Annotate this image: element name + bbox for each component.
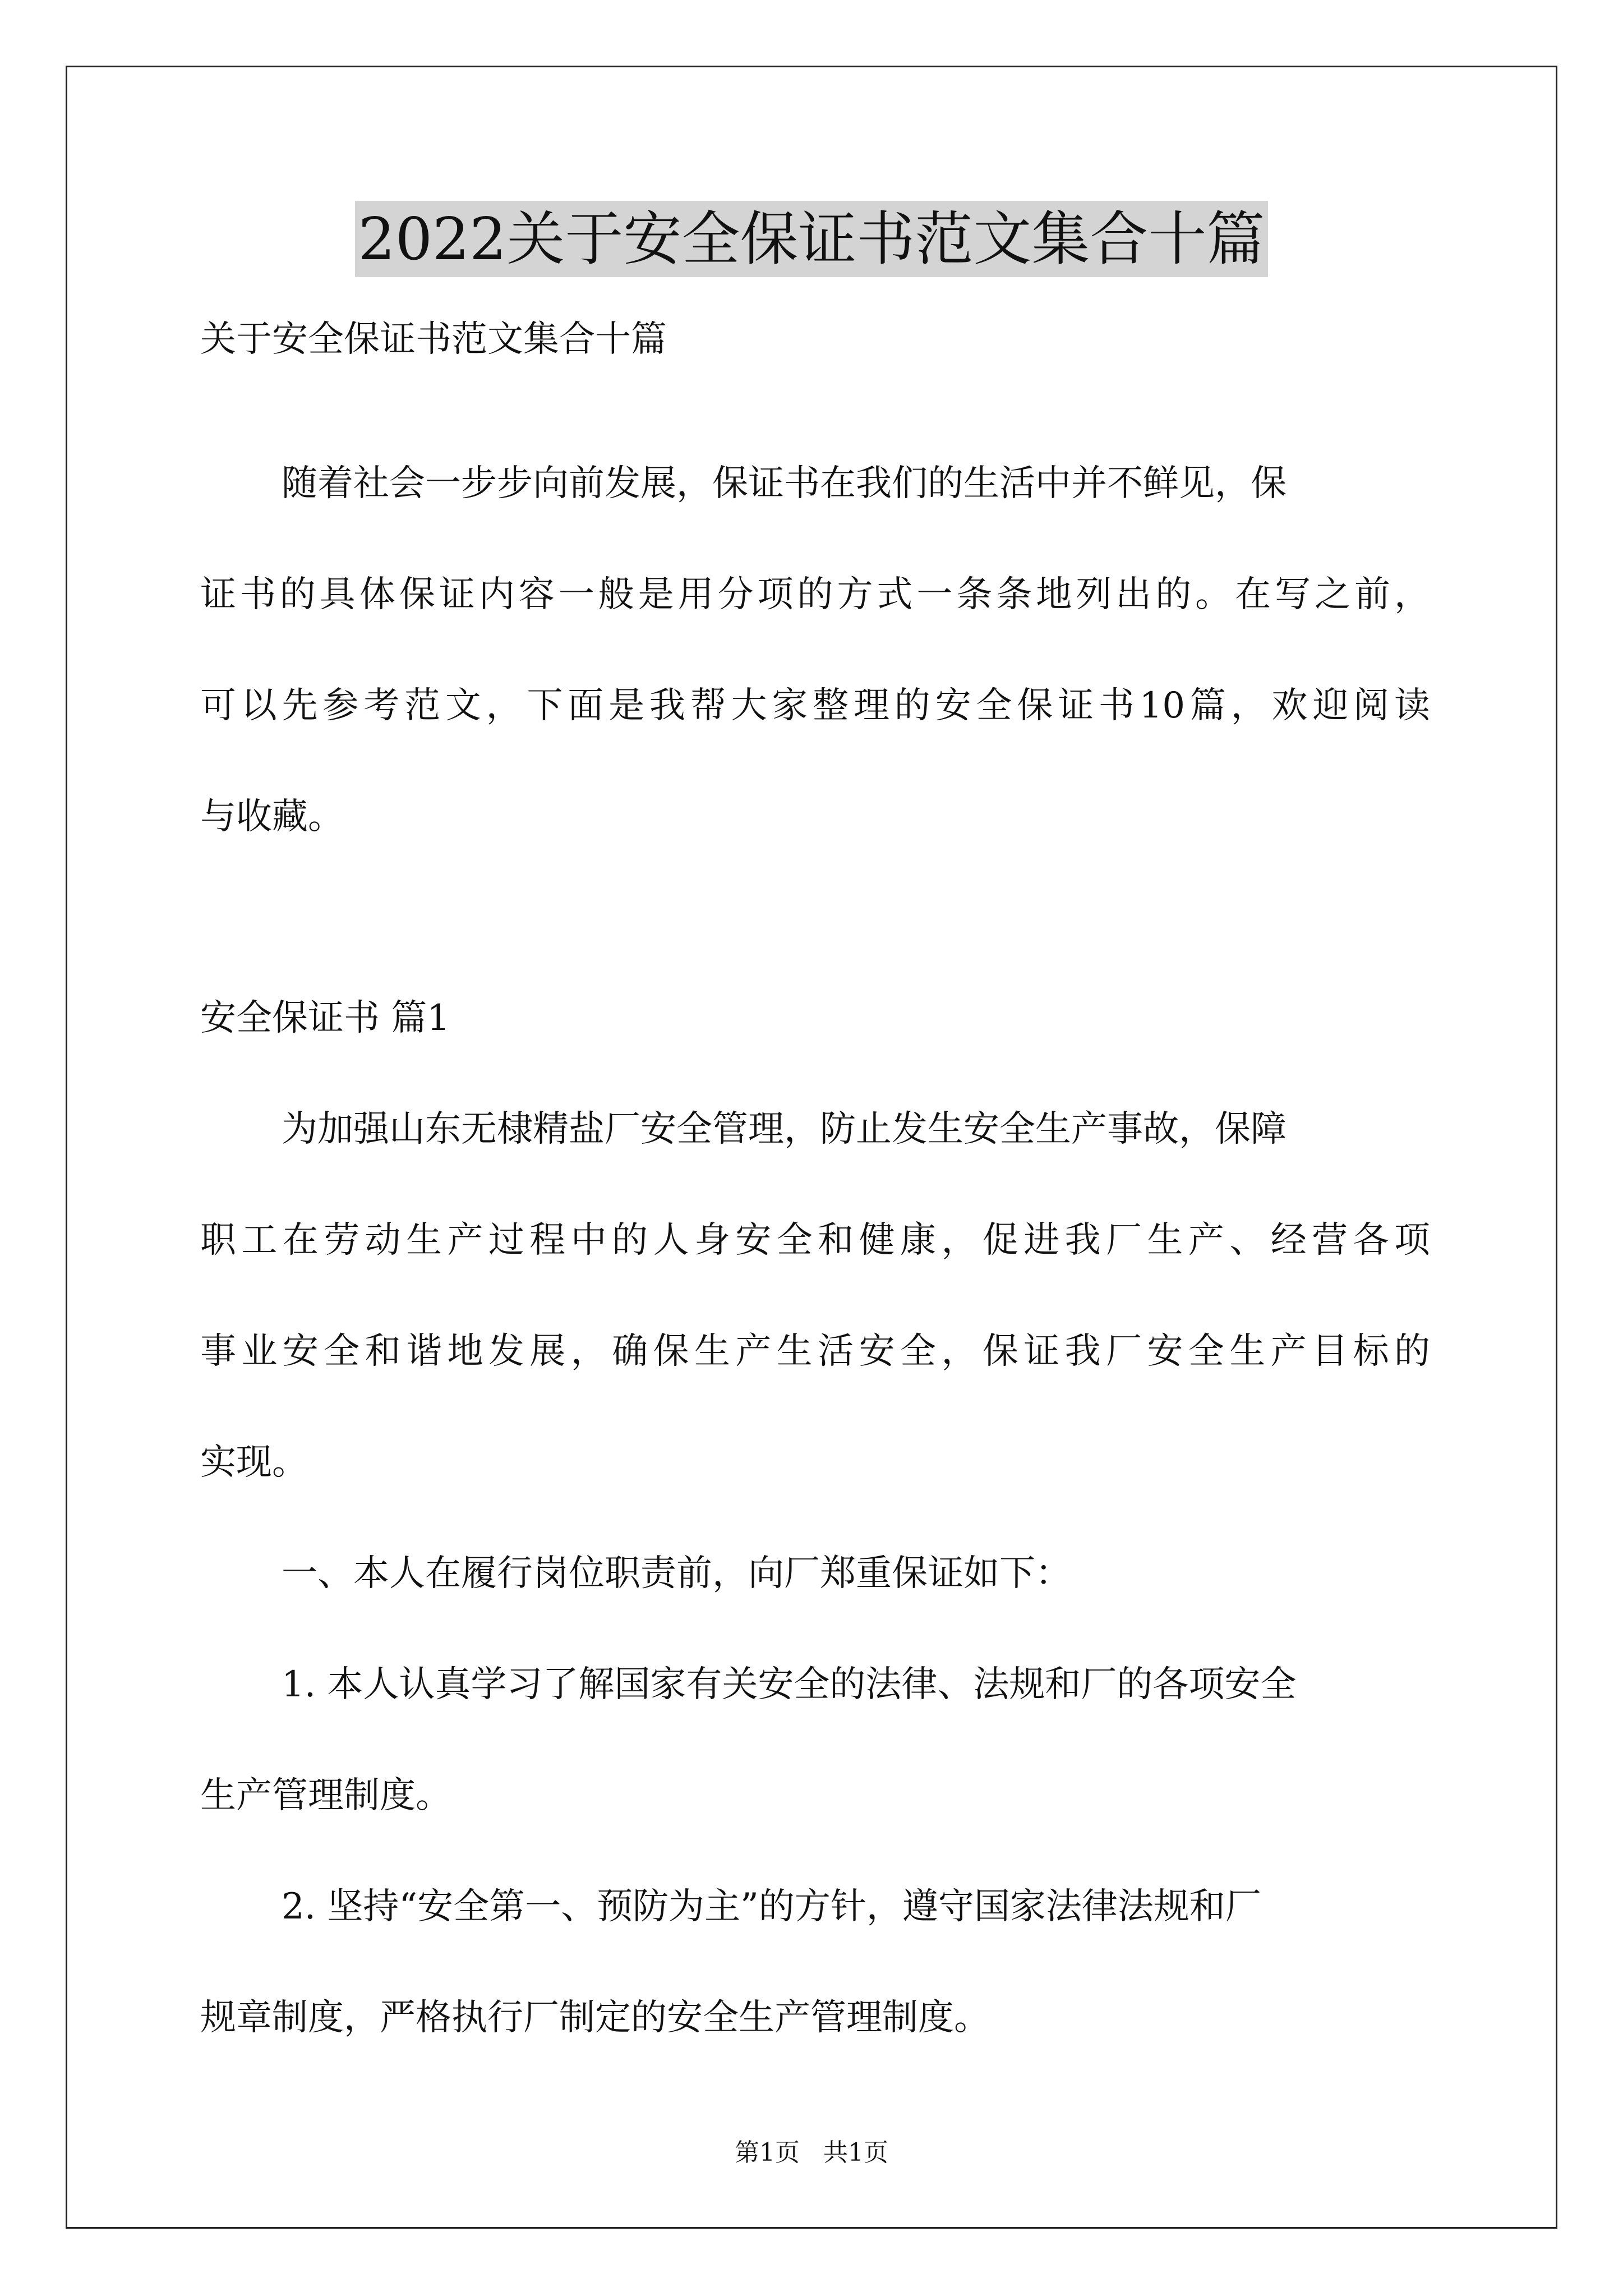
paragraph-line: 为加强山东无棣精盐厂安全管理，防止发生安全生产事故，保障 xyxy=(282,1108,1287,1150)
paragraph-line: 实现。 xyxy=(200,1442,308,1483)
paragraph-line: 可以先参考范文，下面是我帮大家整理的安全保证书10篇，欢迎阅读 xyxy=(200,685,1430,726)
paragraph-line: 随着社会一步步向前发展，保证书在我们的生活中并不鲜见，保 xyxy=(282,463,1287,504)
paragraph-line: 生产管理制度。 xyxy=(200,1775,451,1816)
paragraph-line: 规章制度，严格执行厂制定的安全生产管理制度。 xyxy=(200,1997,990,2039)
section-heading: 安全保证书 篇1 xyxy=(200,997,450,1039)
paragraph-line: 一、本人在履行岗位职责前，向厂郑重保证如下： xyxy=(282,1553,1071,1594)
page-footer: 第1页 共1页 xyxy=(735,2138,888,2167)
document-title: 2022关于安全保证书范文集合十篇 xyxy=(355,201,1269,277)
title-container xyxy=(0,201,1623,277)
paragraph-line: 职工在劳动生产过程中的人身安全和健康，促进我厂生产、经营各项 xyxy=(200,1220,1430,1261)
paragraph-line: 证书的具体保证内容一般是用分项的方式一条条地列出的。在写之前， xyxy=(200,574,1430,615)
paragraph-line: 事业安全和谐地发展，确保生产生活安全，保证我厂安全生产目标的 xyxy=(200,1331,1430,1372)
paragraph-line: 与收藏。 xyxy=(200,796,344,838)
paragraph-line: 1. 本人认真学习了解国家有关安全的法律、法规和厂的各项安全 xyxy=(282,1664,1297,1705)
paragraph-line: 2. 坚持“安全第一、预防为主”的方针，遵守国家法律法规和厂 xyxy=(282,1886,1261,1927)
subtitle-line: 关于安全保证书范文集合十篇 xyxy=(200,319,667,360)
